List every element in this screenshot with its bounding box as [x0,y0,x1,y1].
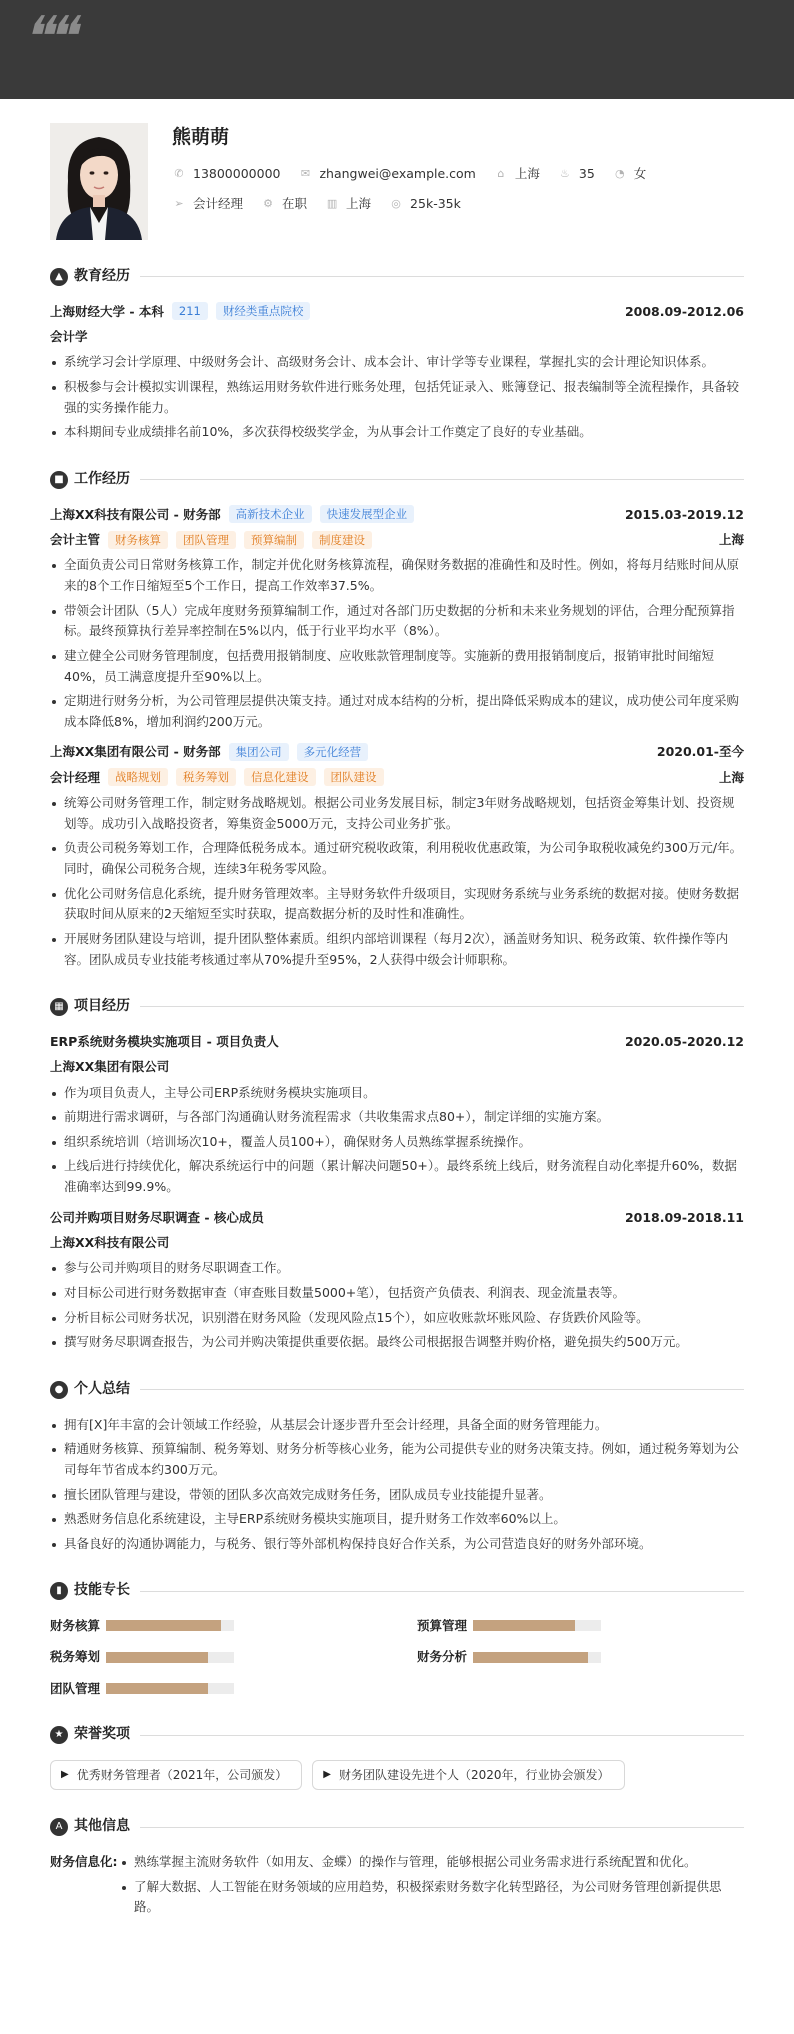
entry-header [50,1032,744,1051]
divider [140,1389,744,1390]
project-org [50,1057,744,1076]
location-item [494,164,540,183]
skill-bar-fill [473,1620,575,1631]
coin-icon: ◎ [391,196,401,210]
section-heading [50,1580,744,1602]
award-text: 财务团队建设先进个人（2020年，行业协会颁发） [338,1767,610,1782]
skill-tag: 团队建设 [324,768,384,786]
entry-date: 2015.03-2019.12 [624,506,744,522]
tag: 快速发展型企业 [320,505,415,523]
skill-bar [473,1652,601,1663]
skill-bar-fill [106,1683,208,1694]
phone-icon: ✆ [174,167,184,181]
project-name: ERP系统财务模块实施项目 - 项目负责人 [50,1033,279,1049]
project-entry [50,1208,744,1353]
skill-tag: 税务筹划 [176,768,236,786]
job-city: 上海 [718,532,744,547]
candidate-name: 熊萌萌 [172,126,230,148]
briefcase-icon: ■ [50,471,68,489]
job-item [172,194,243,213]
list-item: 熟悉财务信息化系统建设，主导ERP系统财务模块实施项目，提升财务工作效率60%以上。 [50,1509,744,1530]
chart-icon: ▮ [50,1582,68,1600]
work-section [50,469,744,970]
company-name: 上海XX科技有限公司 - 财务部 [50,506,221,522]
work-entry [50,505,744,733]
list-item: 具备良好的沟通协调能力，与税务、银行等外部机构保持良好合作关系，为公司营造良好的财务外部环境。 [50,1534,744,1555]
job-city: 上海 [718,769,744,785]
gender-icon: ◔ [614,167,625,181]
section-title: 项目经历 [74,998,130,1015]
org-value: 上海XX科技有限公司 [50,1235,170,1251]
role-left [50,530,372,549]
list-item: 带领会计团队（5人）完成年度财务预算编制工作，通过对各部门历史数据的分析和未来业务规划的评估，合理分配预算指标。最终预算执行差异率控制在5%以内，低于行业平均水平（8%）。 [50,601,744,642]
list-item: 系统学习会计学原理、中级财务会计、高级财务会计、成本会计、审计学等专业课程，掌握扎实的会计理论知识体系。 [50,352,744,373]
phone-value: 13800000000 [193,166,281,182]
quote-icon: ❝❝ [22,5,71,70]
divider [140,1827,744,1828]
info-icon: A [50,1818,68,1836]
list-item: 本科期间专业成绩排名前10%，多次获得校级奖学金，为从事会计工作奠定了良好的专业基础。 [50,422,744,443]
list-item: 积极参与会计模拟实训课程，熟练运用财务软件进行账务处理，包括凭证录入、账簿登记、报表编制等全流程操作，具备较强的实务操作能力。 [50,377,744,418]
company-name: 上海XX集团有限公司 - 财务部 [50,744,221,760]
project-name: 公司并购项目财务尽职调查 - 核心成员 [50,1209,264,1225]
other-row [50,1852,744,1922]
salary-value: 25k-35k [410,195,461,211]
list-item: 参与公司并购项目的财务尽职调查工作。 [50,1258,744,1279]
graduation-cap-icon: ▲ [50,268,68,286]
entry-header [50,505,744,524]
list-item: 了解大数据、人工智能在财务领域的应用趋势，积极探索财务数字化转型路径，为公司财务管理创新提供思路。 [120,1877,744,1918]
section-heading [50,266,744,288]
skill-name: 团队管理 [50,1680,101,1696]
skill-tag: 信息化建设 [244,768,316,786]
list-item: 拥有[X]年丰富的会计领域工作经验，从基层会计逐步晋升至会计经理，具备全面的财务管理能力。 [50,1415,744,1436]
skill-item [50,1679,377,1698]
entry-header [50,1208,744,1227]
list-item: 建立健全公司财务管理制度，包括费用报销制度、应收账款管理制度等。实施新的费用报销制度后，报销审批时间缩短40%，员工满意度提升至90%以上。 [50,646,744,687]
skill-bar [106,1620,234,1631]
city-value: 上海 [346,195,372,211]
other-label: 财务信息化: [50,1854,118,1870]
list-item: 对目标公司进行财务数据审查（审查账目数量5000+笔），包括资产负债表、利润表、现金流量表等。 [50,1283,744,1304]
section-heading [50,1816,744,1838]
phone-item [172,164,280,183]
skill-tag: 团队管理 [176,531,236,549]
skill-item [417,1647,744,1666]
bullet-list [50,352,744,443]
section-heading [50,996,744,1018]
list-item: 统筹公司财务管理工作，制定财务战略规划。根据公司业务发展目标，制定3年财务战略规划，包括资金筹集计划、投资规划等。成功引入战略投资者，筹集资金5000万元，支持公司业务扩张。 [50,793,744,834]
entry-header [50,742,744,761]
other-section [50,1816,744,1922]
grid-icon: ▦ [50,998,68,1016]
city-item [325,194,371,213]
divider [140,479,744,480]
play-icon: ▶ [61,1769,69,1781]
entry-header-left [50,302,310,321]
summary-section [50,1379,744,1554]
project-org [50,1233,744,1252]
skill-name: 税务筹划 [50,1649,101,1665]
gender-value: 女 [633,166,647,182]
section-title: 其他信息 [74,1818,130,1835]
entry-header [50,302,744,321]
tag: 多元化经营 [297,743,369,761]
award-text: 优秀财务管理者（2021年，公司颁发） [76,1767,288,1782]
bullet-list [50,1415,744,1555]
entry-date: 2018.09-2018.11 [624,1209,744,1225]
section-title: 教育经历 [74,268,130,284]
awards-list [50,1760,744,1791]
status-item [261,194,307,213]
age-item [558,164,595,183]
project-entry [50,1032,744,1198]
skill-bar [106,1683,234,1694]
skill-tag: 财务核算 [108,531,168,549]
profile-section [50,99,744,240]
award-item [312,1760,624,1791]
contact-row [172,164,664,183]
list-item: 分析目标公司财务状况，识别潜在财务风险（发现风险点15个），如应收账款坏账风险、存货跌价风险等。 [50,1308,744,1329]
entry-date: 2020.05-2020.12 [624,1033,744,1049]
bullet-list [50,1258,744,1353]
status-value: 在职 [282,195,308,211]
skill-tag: 战略规划 [108,768,168,786]
tag: 集团公司 [229,743,289,761]
list-item: 上线后进行持续优化，解决系统运行中的问题（累计解决问题50+）。最终系统上线后，财务流程自动化率提升60%，数据准确率达到99.9%。 [50,1156,744,1197]
bullet-list [50,793,744,970]
skills-grid [50,1616,744,1698]
skill-bar-fill [106,1620,221,1631]
education-section [50,266,744,443]
tag: 财经类重点院校 [216,302,311,320]
list-item: 擅长团队管理与建设，带领的团队多次高效完成财务任务，团队成员专业技能提升显著。 [50,1485,744,1506]
trophy-icon: ★ [50,1726,68,1744]
role-line [50,530,744,549]
section-title: 工作经历 [74,470,130,487]
age-value: 35 [578,166,595,182]
major-value: 会计学 [50,329,88,345]
play-icon: ▶ [323,1769,331,1781]
list-item: 作为项目负责人，主导公司ERP系统财务模块实施项目。 [50,1083,744,1104]
skill-item [417,1616,744,1635]
gear-icon: ⚙ [263,196,273,210]
list-item: 负责公司税务筹划工作，合理降低税务成本。通过研究税收政策，利用税收优惠政策，为公司争取税收减免约300万元/年。同时，确保公司税务合规，连续3年税务零风险。 [50,838,744,879]
home-icon: ⌂ [497,167,505,181]
role: 会计经理 [50,769,101,785]
section-heading [50,469,744,491]
skill-tag: 预算编制 [244,531,304,549]
section-heading [50,1724,744,1746]
divider [140,1591,744,1592]
entry-date: 2008.09-2012.06 [624,303,744,319]
skill-bar [106,1652,234,1663]
user-icon: ● [50,1381,68,1399]
school-name: 上海财经大学 - 本科 [50,303,164,319]
list-item: 撰写财务尽职调查报告，为公司并购决策提供重要依据。最终公司根据报告调整并购价格，避免损失约500万元。 [50,1332,744,1353]
list-item: 定期进行财务分析，为公司管理层提供决策支持。通过对成本结构的分析，提出降低采购成本的建议，成功使公司年度采购成本降低8%，增加利润约200万元。 [50,691,744,732]
skill-bar-fill [106,1652,208,1663]
bullet-list [120,1852,744,1922]
role-left [50,768,384,787]
email-value: zhangwei@example.com [319,166,476,182]
skill-bar [473,1620,601,1631]
divider [140,1006,744,1007]
entry-header-left [50,742,368,761]
header-band [0,0,794,99]
skill-name: 财务分析 [417,1649,468,1665]
skill-tag: 制度建设 [312,531,372,549]
role: 会计主管 [50,532,101,547]
skill-name: 预算管理 [417,1618,468,1634]
send-icon: ➢ [174,196,184,210]
role-line [50,768,744,787]
list-item: 全面负责公司日常财务核算工作，制定并优化财务核算流程，确保财务数据的准确性和及时性。例如，将每月结账时间从原来的8个工作日缩短至5个工作日，提高工作效率37.5%。 [50,555,744,596]
bullet-list [50,1083,744,1198]
email-item [298,164,475,183]
entry-header-left [50,505,414,524]
awards-section [50,1724,744,1790]
skill-item [50,1616,377,1635]
skill-bar-fill [473,1652,588,1663]
major [50,327,744,346]
education-entry [50,302,744,443]
skill-item [50,1647,377,1666]
profile-info [172,123,664,240]
skills-section [50,1580,744,1698]
section-title: 技能专长 [74,1582,130,1599]
projects-section [50,996,744,1353]
resume-page [0,99,794,1922]
list-item: 前期进行需求调研，与各部门沟通确认财务流程需求（共收集需求点80+），制定详细的实施方案。 [50,1107,744,1128]
section-heading [50,1379,744,1401]
gender-item [613,164,647,183]
list-item: 优化公司财务信息化系统，提升财务管理效率。主导财务软件升级项目，实现财务系统与业务系统的数据对接。使财务数据获取时间从原来的2天缩短至实时获取，提高数据分析的及时性和准确性。 [50,884,744,925]
org-value: 上海XX集团有限公司 [50,1059,170,1075]
bullet-list [50,555,744,732]
award-item [50,1760,302,1791]
list-item: 熟练掌握主流财务软件（如用友、金蝶）的操作与管理，能够根据公司业务需求进行系统配置和优化。 [120,1852,744,1873]
location-value: 上海 [514,166,540,182]
cake-icon: ♨ [559,167,570,181]
avatar [50,123,148,240]
job-value: 会计经理 [193,195,244,211]
section-title: 荣誉奖项 [74,1726,130,1743]
list-item: 精通财务核算、预算编制、税务筹划、财务分析等核心业务，能为公司提供专业的财务决策支持。例如，通过税务筹划为公司每年节省成本约300万元。 [50,1439,744,1480]
tag: 高新技术企业 [229,505,312,523]
list-item: 组织系统培训（培训场次10+，覆盖人员100+），确保财务人员熟练掌握系统操作。 [50,1132,744,1153]
tag: 211 [172,302,208,320]
intent-row [172,194,664,213]
building-icon: ▥ [326,196,338,210]
skill-name: 财务核算 [50,1618,101,1634]
divider [140,1735,744,1736]
mail-icon: ✉ [300,167,311,181]
salary-item [389,194,461,213]
divider [140,276,744,277]
entry-date: 2020.01-至今 [656,744,744,760]
list-item: 开展财务团队建设与培训，提升团队整体素质。组织内部培训课程（每月2次），涵盖财务知识、税务政策、软件操作等内容。团队成员专业技能考核通过率从70%提升至95%，2人获得中级会计师职称。 [50,929,744,970]
work-entry [50,742,744,970]
section-title: 个人总结 [74,1380,130,1397]
